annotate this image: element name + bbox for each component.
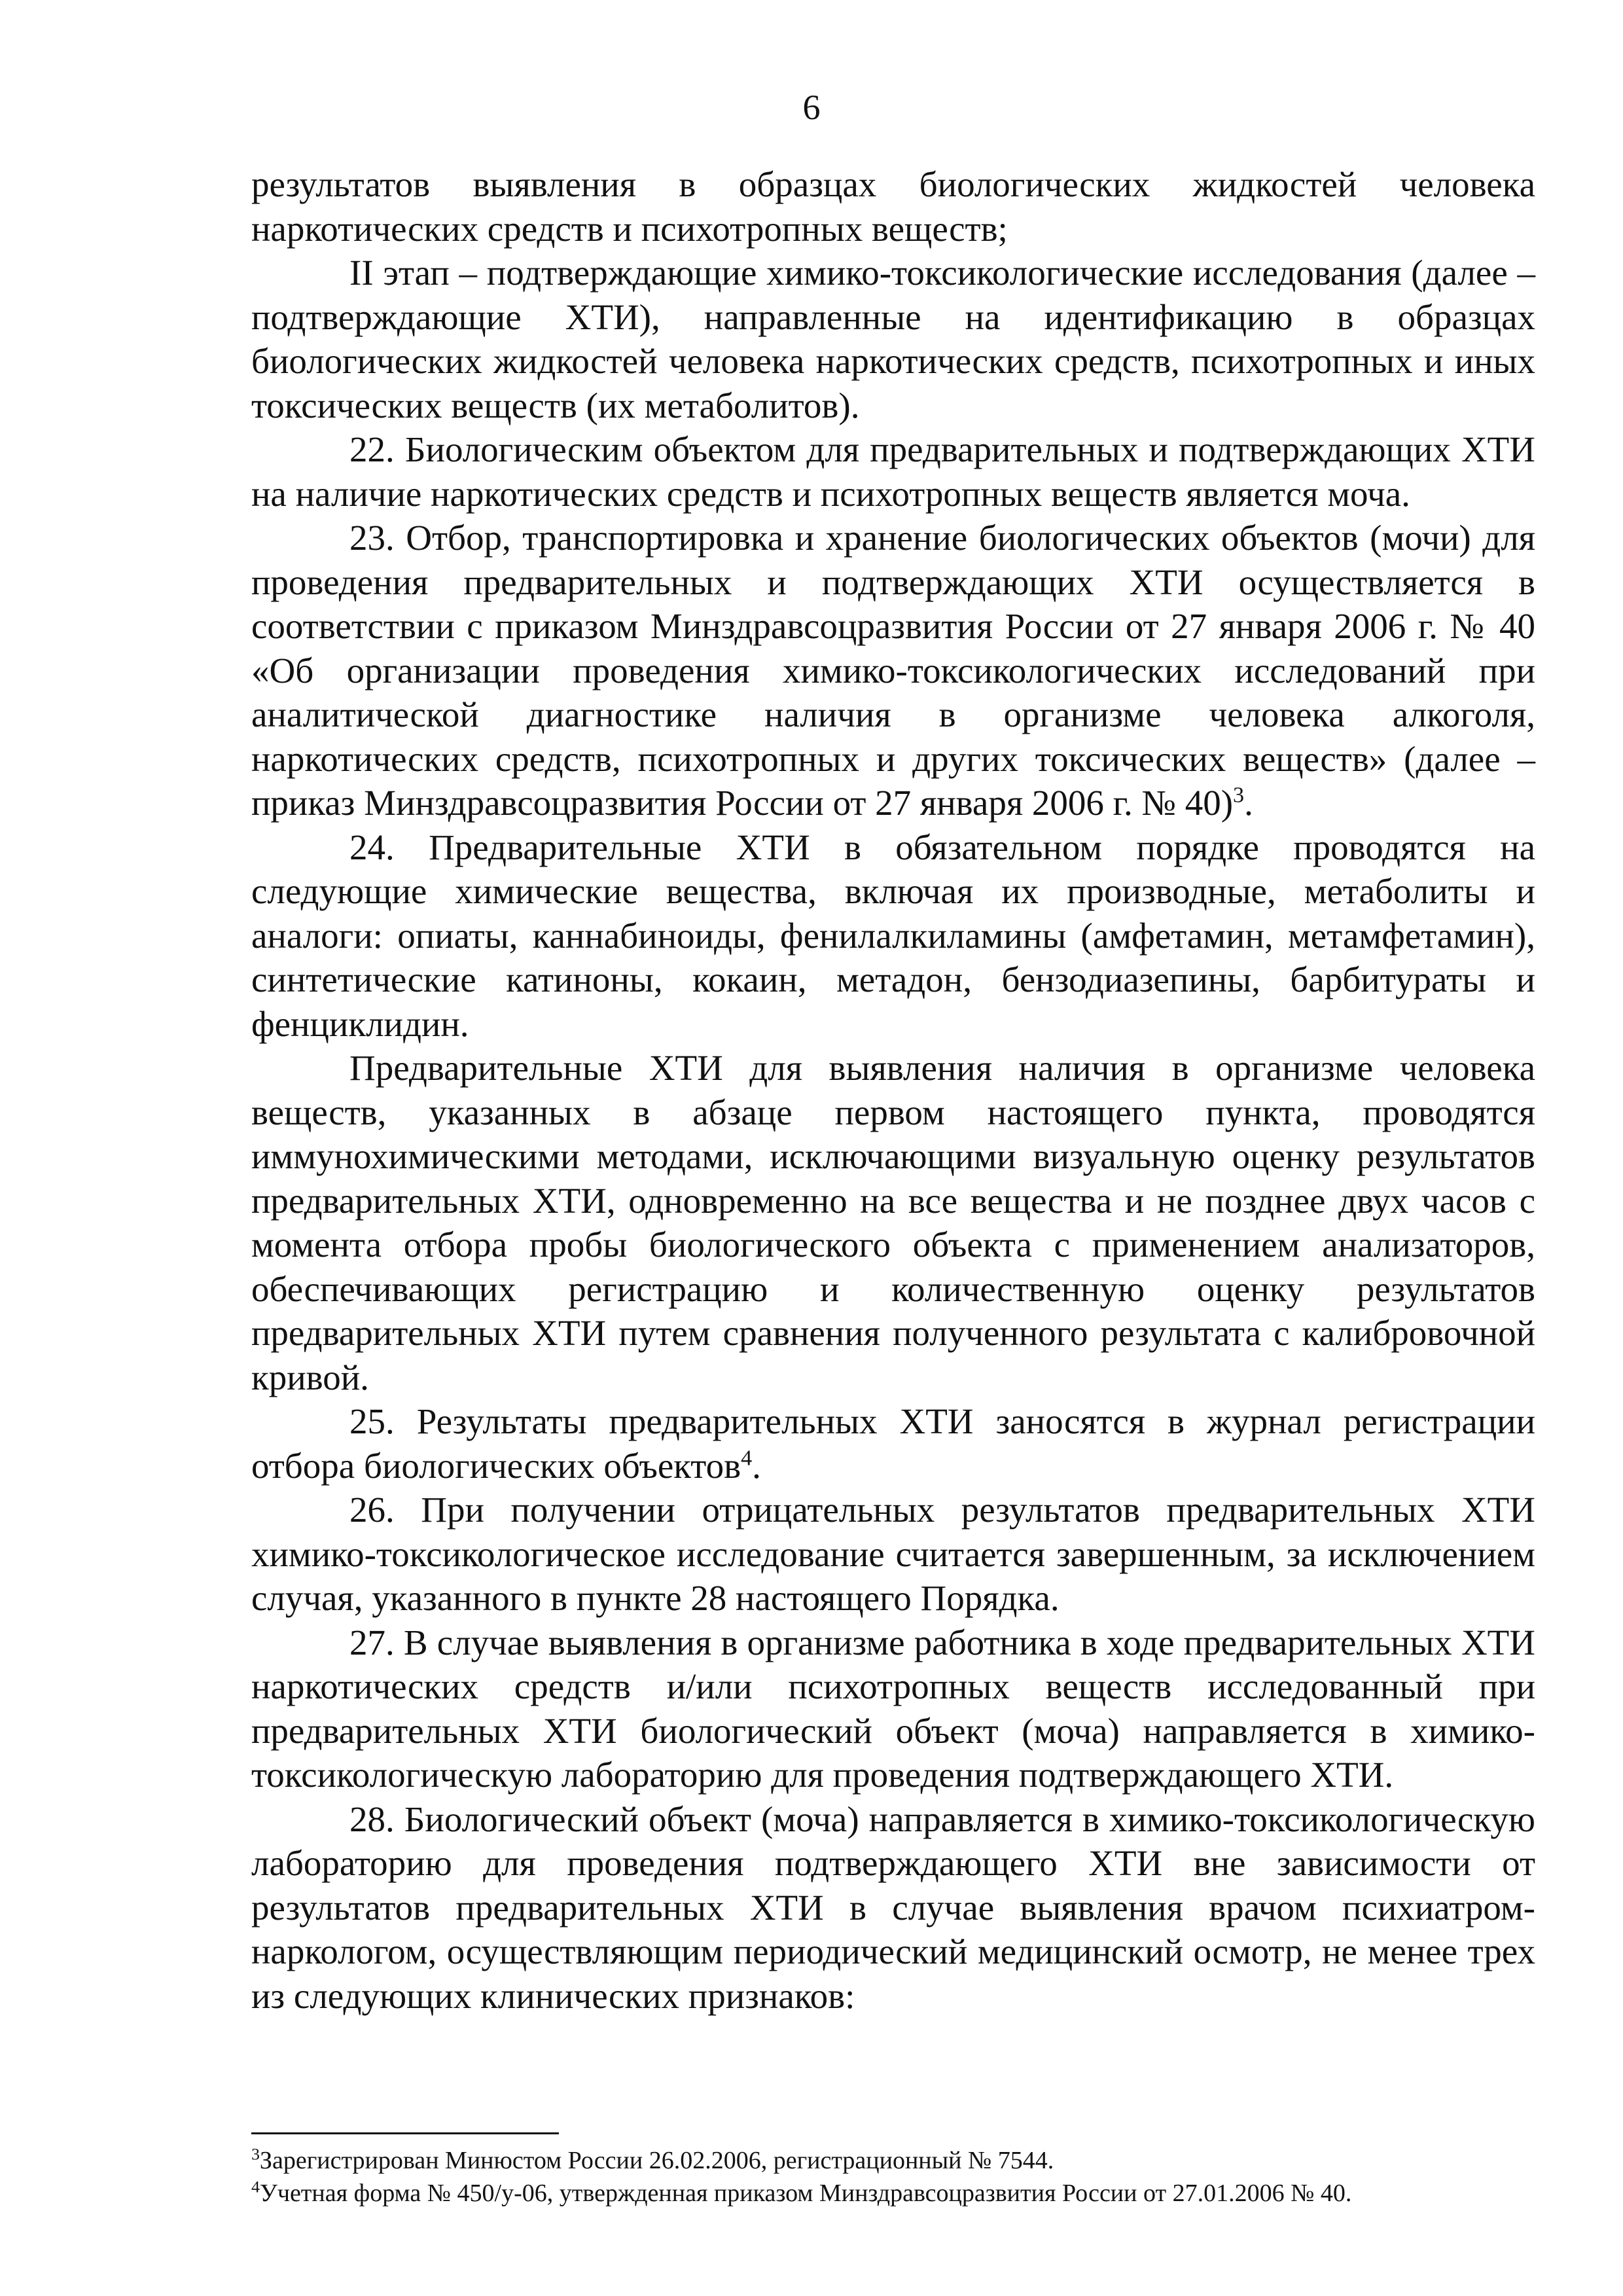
paragraph-23 <box>251 516 1535 825</box>
paragraph-23-text: 23. Отбор, транспортировка и хранение биологических объектов (мочи) для проведения предварительных и подтверждающих ХТИ осуществляется в соответствии с приказом Минздравсоцразвития России от 27 января 2006 г. № 40 «Об организации проведения химико-токсикологических исследований при аналитической диагностике наличия в организме человека алкоголя, наркотических средств, психотропных и других токсических веществ» (далее – приказ Минздравсоцразвития России от 27 января 2006 г. № 40) <box>251 518 1535 823</box>
footnote-3-text: Зарегистрирован Минюстом России 26.02.2006, регистрационный № 7544. <box>259 2147 1054 2174</box>
paragraph-28: 28. Биологический объект (моча) направляется в химико-токсикологическую лабораторию для проведения подтверждающего ХТИ вне зависимости от результатов предварительных ХТИ в случае выявления врачом психиатром-наркологом, осуществляющим периодический медицинский осмотр, не менее трех из следующих клинических признаков: <box>251 1799 1535 2016</box>
paragraph-22: 22. Биологическим объектом для предварительных и подтверждающих ХТИ на наличие наркотических средств и психотропных веществ является моча. <box>251 429 1535 514</box>
footnote-4 <box>251 2177 1535 2210</box>
footnote-3-marker: 3 <box>251 2144 260 2164</box>
paragraph-26: 26. При получении отрицательных результатов предварительных ХТИ химико-токсикологическое исследование считается завершенным, за исключением случая, указанного в пункте 28 настоящего Порядка. <box>251 1490 1535 1618</box>
paragraph-27: 27. В случае выявления в организме работника в ходе предварительных ХТИ наркотических средств и/или психотропных веществ исследованный при предварительных ХТИ биологический объект (моча) направляется в химико-токсикологическую лабораторию для проведения подтверждающего ХТИ. <box>251 1622 1535 1795</box>
footnote-ref-3[interactable]: 3 <box>1233 783 1245 808</box>
page-number: 6 <box>802 88 821 127</box>
footnotes <box>251 2144 1535 2210</box>
paragraph-25 <box>251 1399 1535 1488</box>
paragraph-24: 24. Предварительные ХТИ в обязательном порядке проводятся на следующие химические вещества, включая их производные, метаболиты и аналоги: опиаты, каннабиноиды, фенилалкиламины (амфетамин, метамфетамин), синтетические катиноны, кокаин, метадон, бензодиазепины, барбитураты и фенциклидин. <box>251 827 1535 1044</box>
document-body <box>251 162 1535 2018</box>
paragraph-25-end: . <box>752 1445 761 1486</box>
paragraph-continuation: результатов выявления в образцах биологических жидкостей человека наркотических средств и психотропных веществ; <box>251 164 1535 249</box>
footnote-separator <box>251 2132 559 2134</box>
paragraph-stage-2: II этап – подтверждающие химико-токсикологические исследования (далее – подтверждающие ХТИ), направленные на идентификацию в образцах биологических жидкостей человека наркотических средств, психотропных и иных токсических веществ (их метаболитов). <box>251 253 1535 425</box>
footnote-4-marker: 4 <box>251 2177 260 2197</box>
footnote-4-text: Учетная форма № 450/у-06, утвержденная приказом Минздравсоцразвития России от 27.01.2006 № 40. <box>259 2179 1352 2207</box>
footnote-ref-4[interactable]: 4 <box>741 1446 753 1471</box>
paragraph-23-end: . <box>1244 783 1253 823</box>
paragraph-25-text: 25. Результаты предварительных ХТИ заносятся в журнал регистрации отбора биологических объектов <box>251 1401 1535 1486</box>
paragraph-24-second: Предварительные ХТИ для выявления наличия в организме человека веществ, указанных в абзаце первом настоящего пункта, проводятся иммунохимическими методами, исключающими визуальную оценку результатов предварительных ХТИ, одновременно на все вещества и не позднее двух часов с момента отбора пробы биологического объекта с применением анализаторов, обеспечивающих регистрацию и количественную оценку результатов предварительных ХТИ путем сравнения полученного результата с калибровочной кривой. <box>251 1048 1535 1397</box>
footnote-3 <box>251 2144 1535 2177</box>
